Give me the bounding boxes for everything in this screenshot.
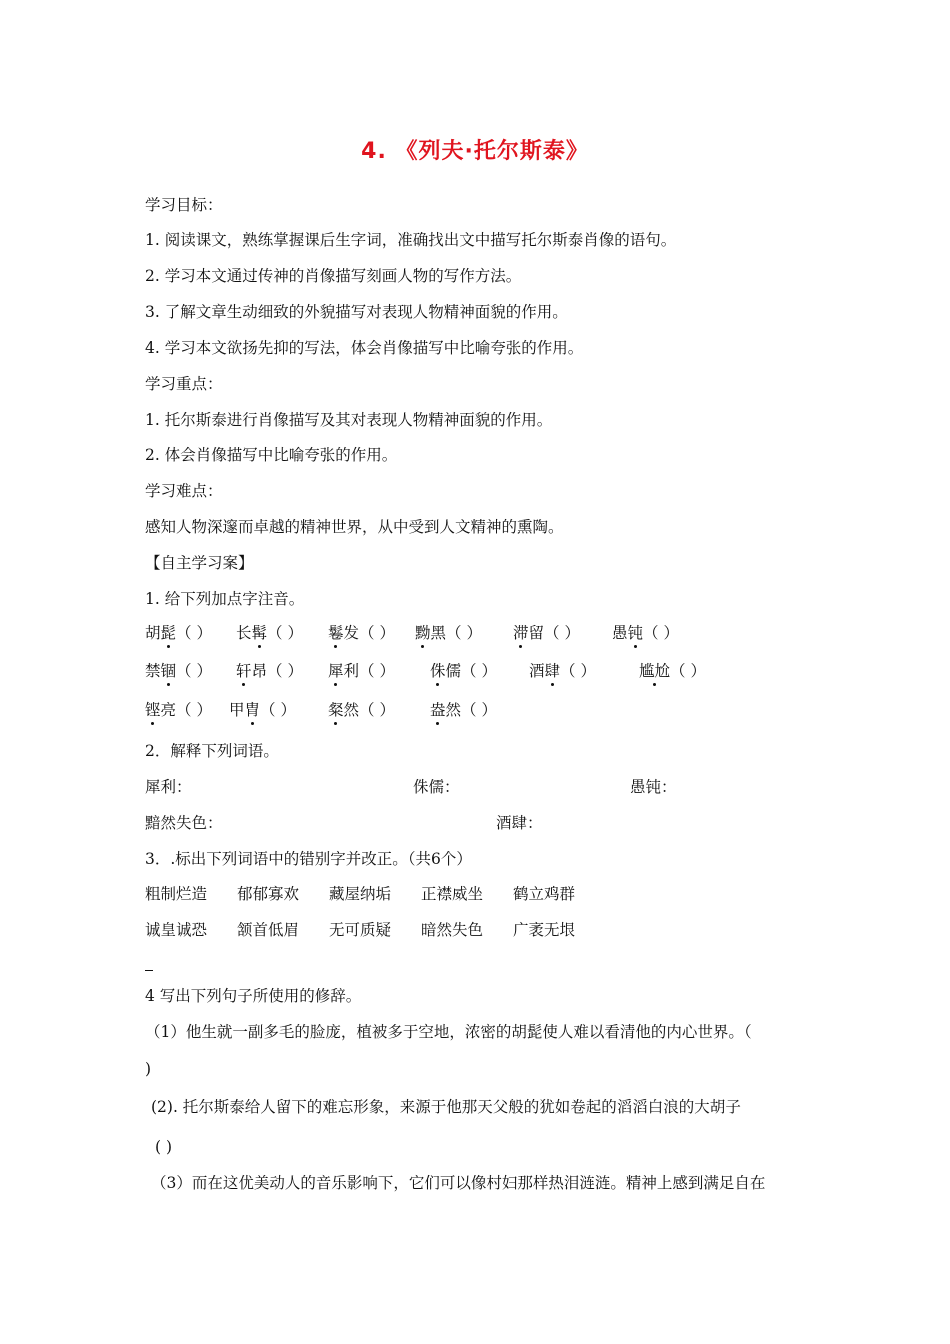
word-item: 藏屋纳垢 <box>329 885 392 903</box>
answer-line <box>145 970 153 971</box>
pinyin-item: 酒肆（ ） <box>529 662 596 680</box>
term-label: 酒肆： <box>496 814 543 832</box>
self-study-heading: 【自主学习案】 <box>145 554 254 572</box>
word-item: 诚皇诚恐 <box>145 921 208 939</box>
q4-sentence-2-blank: ( ) <box>155 1138 173 1156</box>
pinyin-item: 轩昂（ ） <box>236 662 303 680</box>
pinyin-item: 铿亮（ ） <box>145 701 212 719</box>
objective-item: 2. 学习本文通过传神的肖像描写刻画人物的写作方法。 <box>145 267 522 285</box>
pinyin-item: 禁锢（ ） <box>145 662 212 680</box>
term-label: 黯然失色： <box>145 814 223 832</box>
q4-sentence-2: (2). 托尔斯泰给人留下的难忘形象，来源于他那天父般的犹如卷起的滔滔白浪的大胡子 <box>151 1098 741 1116</box>
q2-prompt: 2．解释下列词语。 <box>145 742 279 760</box>
difficulties-text: 感知人物深邃而卓越的精神世界，从中受到人文精神的熏陶。 <box>145 518 564 536</box>
q4-sentence-3: （3）而在这优美动人的音乐影响下，它们可以像村妇那样热泪涟涟。精神上感到满足自在 <box>151 1174 766 1192</box>
pinyin-item: 滞留（ ） <box>513 624 580 642</box>
word-item: 郁郁寡欢 <box>237 885 300 903</box>
word-item: 暗然失色 <box>421 921 484 939</box>
q4-prompt: 4 写出下列句子所使用的修辞。 <box>145 987 362 1005</box>
objective-item: 1. 阅读课文，熟练掌握课后生字词，准确找出文中描写托尔斯泰肖像的语句。 <box>145 231 677 249</box>
pinyin-item: 侏儒（ ） <box>430 662 497 680</box>
pinyin-item: 黝黑（ ） <box>415 624 482 642</box>
pinyin-item: 鬈发（ ） <box>328 624 395 642</box>
page-title: 4. 《列夫·托尔斯泰》 <box>361 139 589 164</box>
pinyin-item: 盎然（ ） <box>430 701 497 719</box>
term-label: 侏儒： <box>413 778 460 796</box>
q3-prompt: 3．.标出下列词语中的错别字并改正。（共6个） <box>145 850 472 868</box>
pinyin-item: 甲胄（ ） <box>229 701 296 719</box>
q4-sentence-1: （1）他生就一副多毛的脸庞，植被多于空地，浓密的胡髭使人难以看清他的内心世界。（ <box>145 1023 752 1041</box>
q1-prompt: 1. 给下列加点字注音。 <box>145 590 305 608</box>
word-item: 广袤无垠 <box>513 921 576 939</box>
pinyin-item: 尴尬（ ） <box>639 662 706 680</box>
pinyin-item: 粲然（ ） <box>328 701 395 719</box>
term-label: 愚钝： <box>630 778 677 796</box>
key-point-item: 1. 托尔斯泰进行肖像描写及其对表现人物精神面貌的作用。 <box>145 411 553 429</box>
objective-item: 3. 了解文章生动细致的外貌描写对表现人物精神面貌的作用。 <box>145 303 568 321</box>
key-points-heading: 学习重点： <box>145 375 223 393</box>
word-item: 无可质疑 <box>329 921 392 939</box>
word-item: 正襟威坐 <box>421 885 484 903</box>
pinyin-item: 长髯（ ） <box>236 624 303 642</box>
word-item: 粗制烂造 <box>145 885 208 903</box>
difficulties-heading: 学习难点： <box>145 482 223 500</box>
q4-sentence-1-close: ) <box>145 1060 152 1078</box>
pinyin-item: 愚钝（ ） <box>612 624 679 642</box>
pinyin-item: 胡髭（ ） <box>145 624 212 642</box>
pinyin-item: 犀利（ ） <box>328 662 395 680</box>
term-label: 犀利： <box>145 778 192 796</box>
objectives-heading: 学习目标： <box>145 196 223 214</box>
objective-item: 4. 学习本文欲扬先抑的写法，体会肖像描写中比喻夸张的作用。 <box>145 339 584 357</box>
word-item: 颔首低眉 <box>237 921 300 939</box>
key-point-item: 2. 体会肖像描写中比喻夸张的作用。 <box>145 446 398 464</box>
word-item: 鹤立鸡群 <box>513 885 576 903</box>
